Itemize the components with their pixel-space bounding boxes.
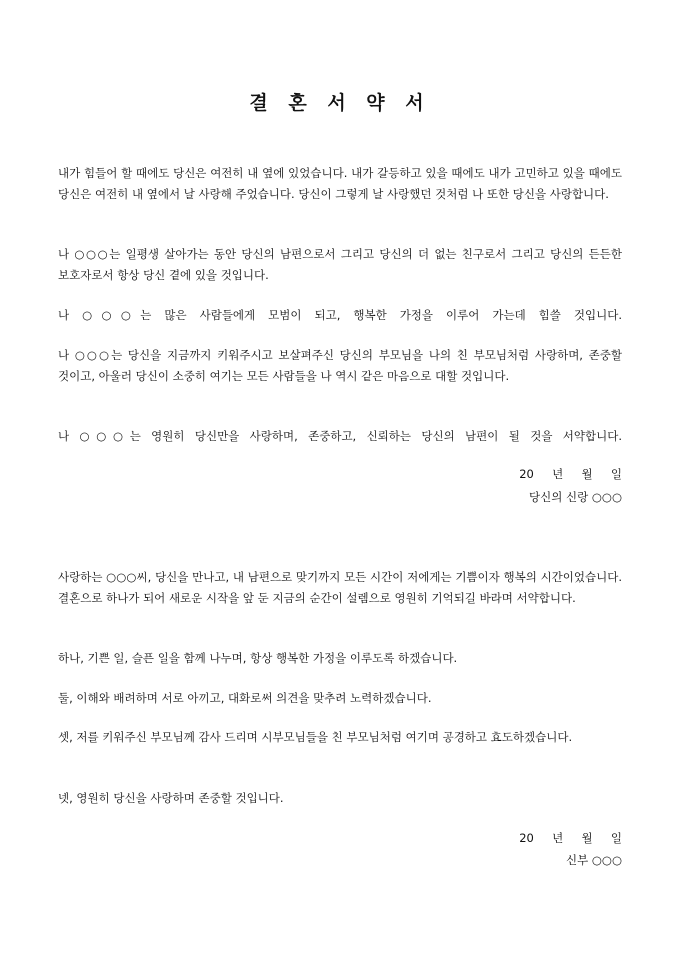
bride-paragraph-3: 둘, 이해와 배려하며 서로 아끼고, 대화로써 의견을 맞추려 노력하겠습니다.: [58, 691, 432, 705]
groom-paragraph-5: 나 ○○○는 영원히 당신만을 사랑하며, 존중하고, 신뢰하는 당신의 남편이 될 것을 서약합니다.: [58, 429, 622, 443]
bride-paragraph-4: 셋, 저를 키워주신 부모님께 감사 드리며 시부모님들을 친 부모님처럼 여기며 공경하고 효도하겠습니다.: [58, 730, 573, 744]
groom-date: 20 년 월 일: [519, 467, 622, 481]
groom-paragraph-2: 나 ○○○는 일평생 살아가는 동안 당신의 남편으로서 그리고 당신의 더 없는 친구로서 그리고 당신의 든든한 보호자로서 항상 당신 곁에 있을 것입니다.: [58, 247, 622, 282]
bride-paragraph-2: 하나, 기쁜 일, 슬픈 일을 함께 나누며, 항상 행복한 가정을 이루도록 하겠습니다.: [58, 651, 458, 665]
document-title: 결 혼 서 약 서: [249, 92, 431, 114]
bride-date: 20 년 월 일: [519, 831, 622, 845]
bride-paragraph-5: 넷, 영원히 당신을 사랑하며 존중할 것입니다.: [58, 791, 284, 805]
groom-paragraph-4: 나 ○○○는 당신을 지금까지 키워주시고 보살펴주신 당신의 부모님을 나의 친 부모님처럼 사랑하며, 존중할 것이고, 아울러 당신이 소중히 여기는 모든 사람들을 나 역시 같은 마음으로 대할 것입니다.: [58, 348, 622, 383]
groom-signature: 당신의 신랑 ○○○: [529, 490, 622, 504]
groom-paragraph-3: 나 ○○○는 많은 사람들에게 모범이 되고, 행복한 가정을 이루어 가는데 힘쓸 것입니다.: [58, 308, 622, 322]
bride-signature: 신부 ○○○: [566, 853, 622, 867]
groom-paragraph-1: 내가 힘들어 할 때에도 당신은 여전히 내 옆에 있었습니다. 내가 갈등하고 있을 때에도 내가 고민하고 있을 때에도 당신은 여전히 내 옆에서 날 사랑해 주었습니다. 당신이 그렇게 날 사랑했던 것처럼 나 또한 당신을 사랑합니다.: [58, 166, 622, 201]
bride-paragraph-1: 사랑하는 ○○○씨, 당신을 만나고, 내 남편으로 맞기까지 모든 시간이 저에게는 기쁨이자 행복의 시간이었습니다. 결혼으로 하나가 되어 새로운 시작을 앞 둔 지금의 순간이 설렘으로 영원히 기억되길 바라며 서약합니다.: [58, 570, 622, 605]
